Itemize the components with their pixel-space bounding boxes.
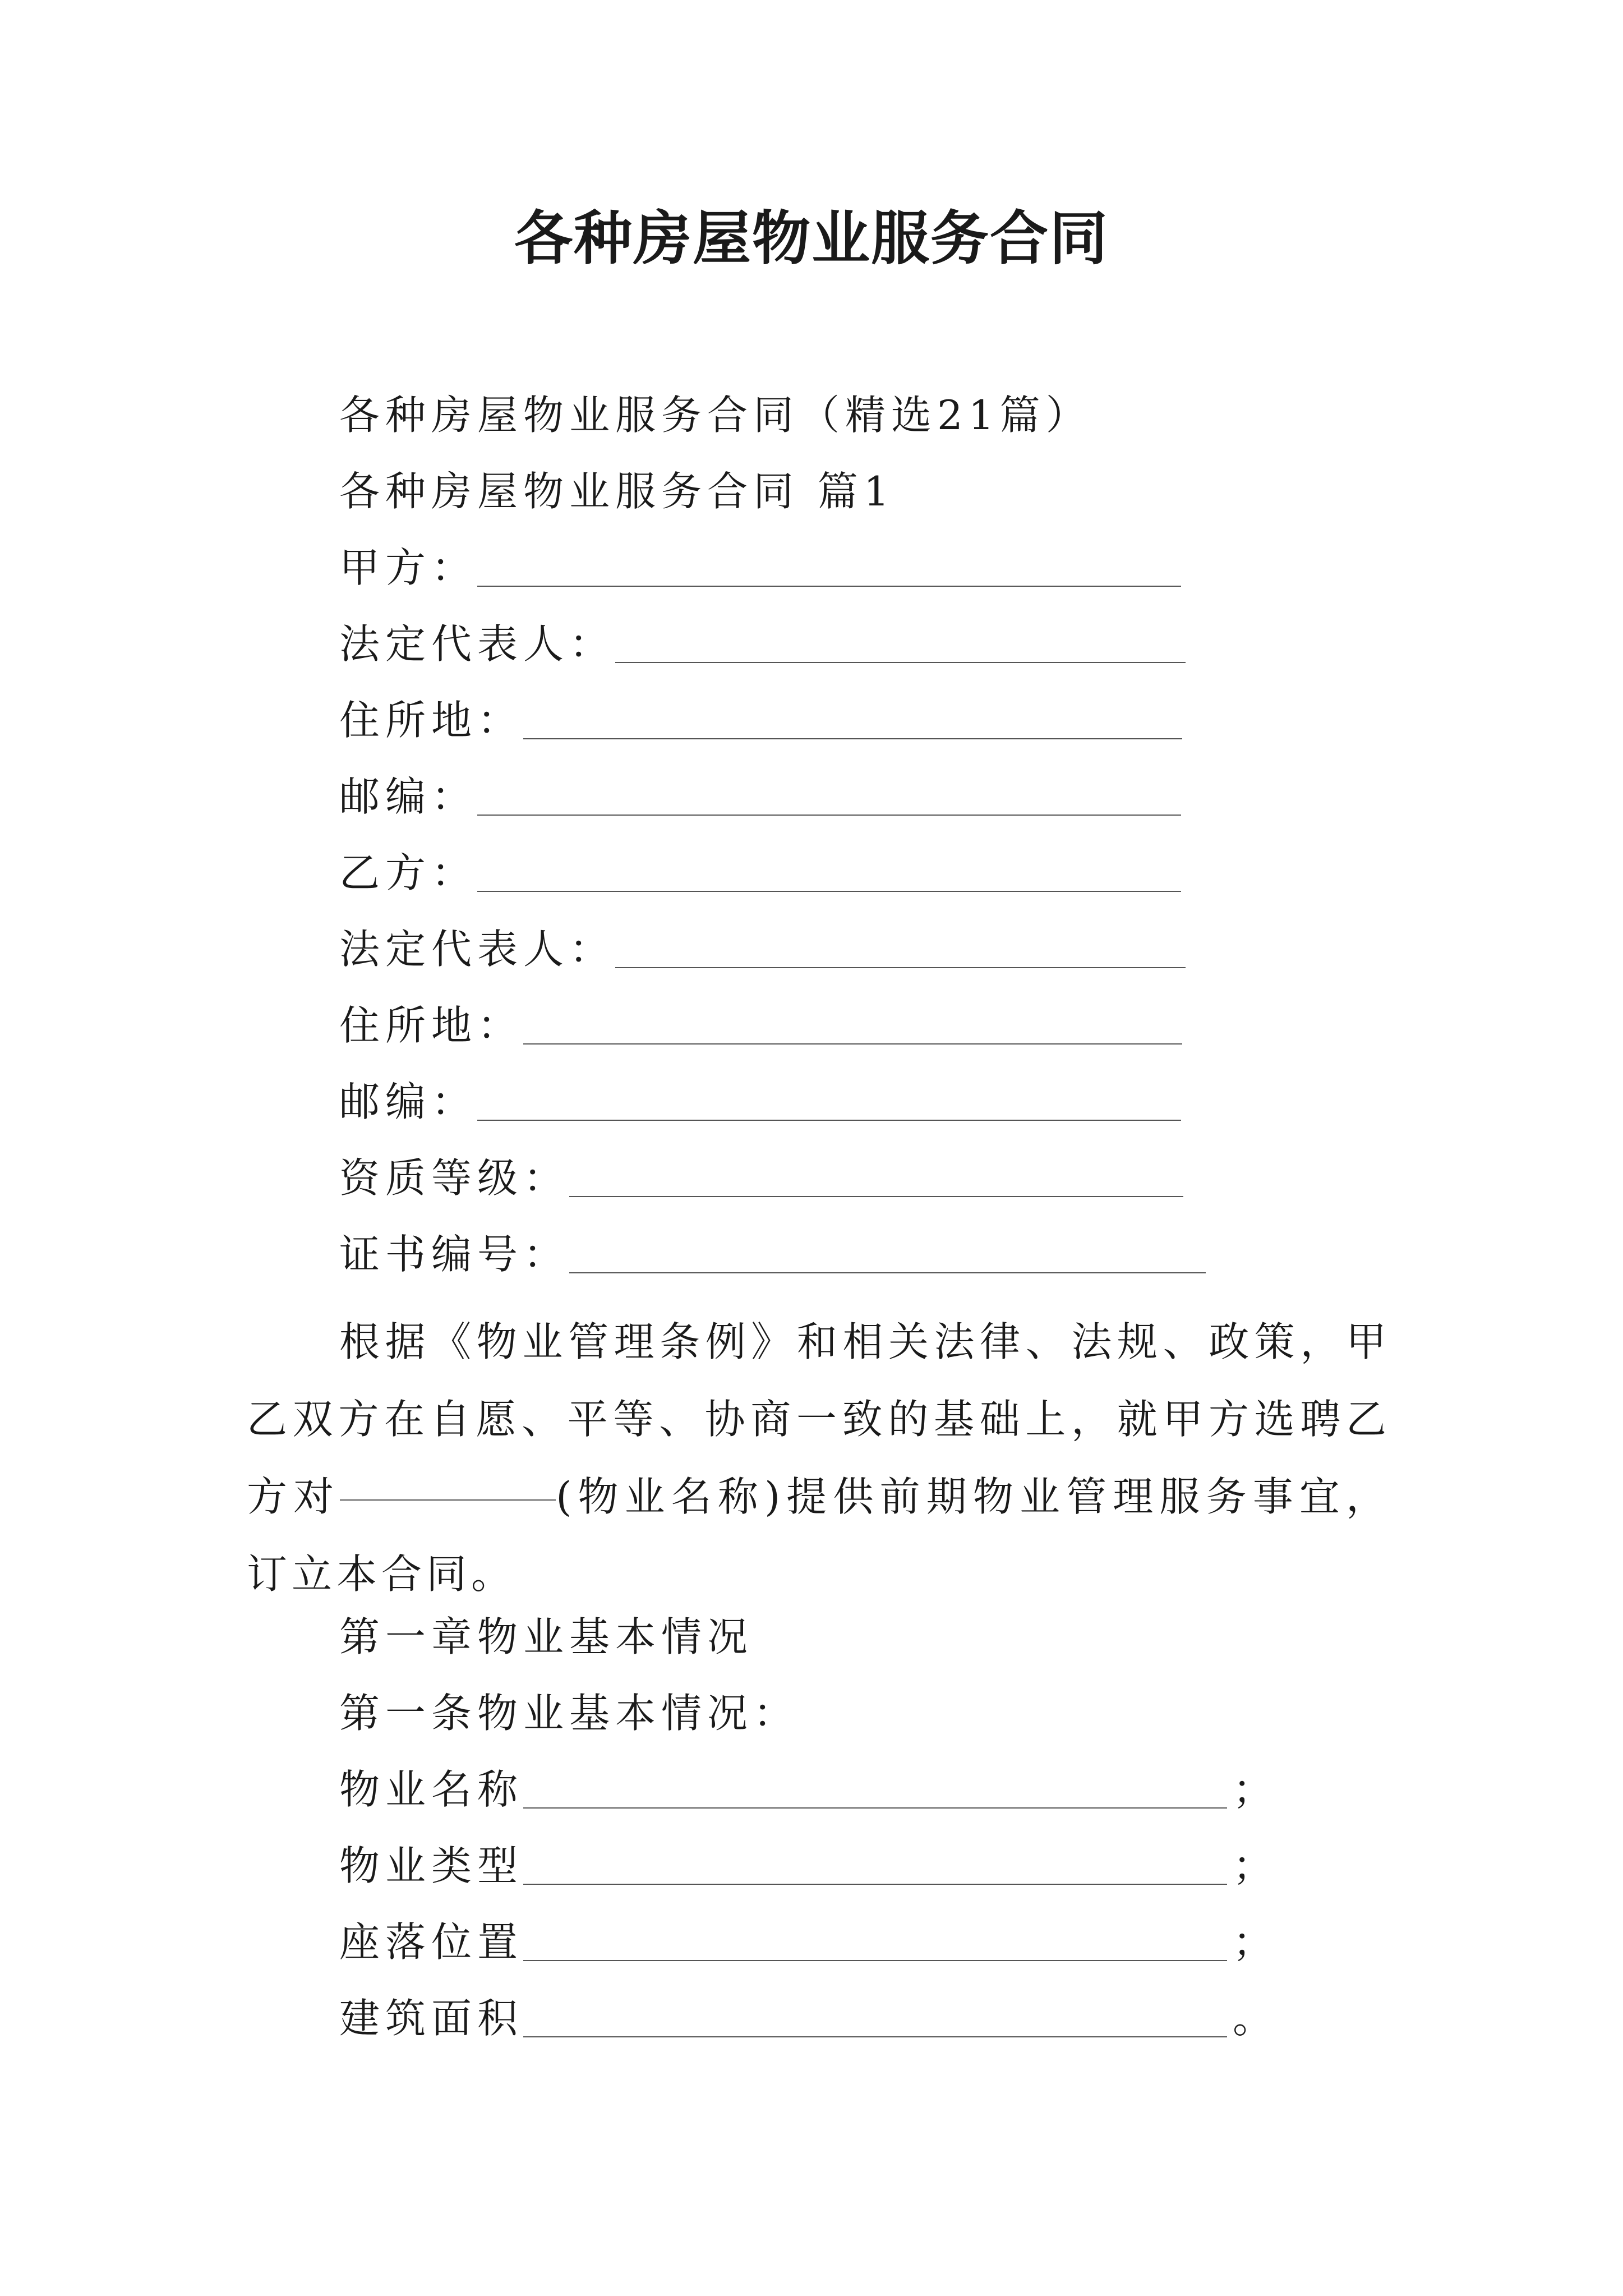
property-location-field <box>339 1914 1279 1970</box>
property-field-blank <box>523 2036 1227 2037</box>
party-b-label: 乙方： <box>339 849 478 896</box>
section-heading: 各种房屋物业服务合同 篇1 <box>339 468 895 515</box>
preamble-text-1: 根据《物业管理条例》和相关法律、法规、政策，甲乙双方在自愿、平等、协商一致的基础上，就甲方选聘乙方对 <box>247 1318 1391 1520</box>
party-b-field <box>339 845 1181 901</box>
property-field-suffix: ； <box>1233 1766 1279 1813</box>
party-a-rep-blank <box>615 662 1186 663</box>
party-b-rep-label: 法定代表人： <box>339 926 616 973</box>
property-field-label: 座落位置 <box>339 1918 524 1966</box>
property-name-field <box>339 1761 1279 1818</box>
party-a-address-label: 住所地： <box>339 697 524 744</box>
preamble-paragraph <box>247 1303 1391 1613</box>
chapter-heading: 第一章物业基本情况 <box>339 1613 754 1660</box>
party-a-postcode-blank <box>477 815 1181 816</box>
party-a-address-blank <box>523 738 1182 739</box>
property-field-label: 物业类型 <box>339 1842 524 1889</box>
party-a-postcode-field <box>339 769 1181 825</box>
party-b-address-blank <box>523 1043 1182 1045</box>
property-field-suffix: 。 <box>1233 1995 1279 2042</box>
party-a-rep-label: 法定代表人： <box>339 620 616 668</box>
article-heading: 第一条物业基本情况： <box>339 1690 800 1737</box>
party-b-blank <box>477 891 1181 892</box>
property-field-suffix: ； <box>1233 1842 1279 1889</box>
party-b-postcode-blank <box>477 1120 1181 1121</box>
party-a-field <box>339 540 1181 596</box>
property-type-field <box>339 1838 1279 1894</box>
certificate-field <box>339 1226 1206 1282</box>
qualification-label: 资质等级： <box>339 1154 570 1202</box>
preamble-text-2: (物业名称)提供前期物业管理服务事宜，订立本合同。 <box>247 1473 1391 1598</box>
party-b-address-field <box>339 997 1182 1053</box>
party-a-rep-field <box>339 616 1186 672</box>
property-area-field <box>339 1990 1279 2046</box>
property-name-blank <box>340 1499 556 1501</box>
party-a-postcode-label: 邮编： <box>339 773 478 820</box>
property-field-suffix: ； <box>1233 1918 1279 1966</box>
party-b-rep-blank <box>615 967 1186 968</box>
certificate-label: 证书编号： <box>339 1231 570 1278</box>
party-a-blank <box>477 586 1181 587</box>
property-field-blank <box>523 1960 1227 1961</box>
party-b-postcode-field <box>339 1074 1181 1130</box>
qualification-field <box>339 1150 1183 1206</box>
document-subtitle: 各种房屋物业服务合同（精选21篇） <box>339 392 1092 439</box>
property-field-label: 建筑面积 <box>339 1995 524 2042</box>
party-b-address-label: 住所地： <box>339 1002 524 1049</box>
party-a-address-field <box>339 692 1182 748</box>
certificate-blank <box>569 1272 1206 1273</box>
party-a-label: 甲方： <box>339 544 478 591</box>
party-b-postcode-label: 邮编： <box>339 1078 478 1125</box>
property-field-blank <box>523 1884 1227 1885</box>
qualification-blank <box>569 1196 1183 1197</box>
property-field-label: 物业名称 <box>339 1766 524 1813</box>
document-title: 各种房屋物业服务合同 <box>514 204 1109 273</box>
property-field-blank <box>523 1807 1227 1809</box>
party-b-rep-field <box>339 921 1186 977</box>
